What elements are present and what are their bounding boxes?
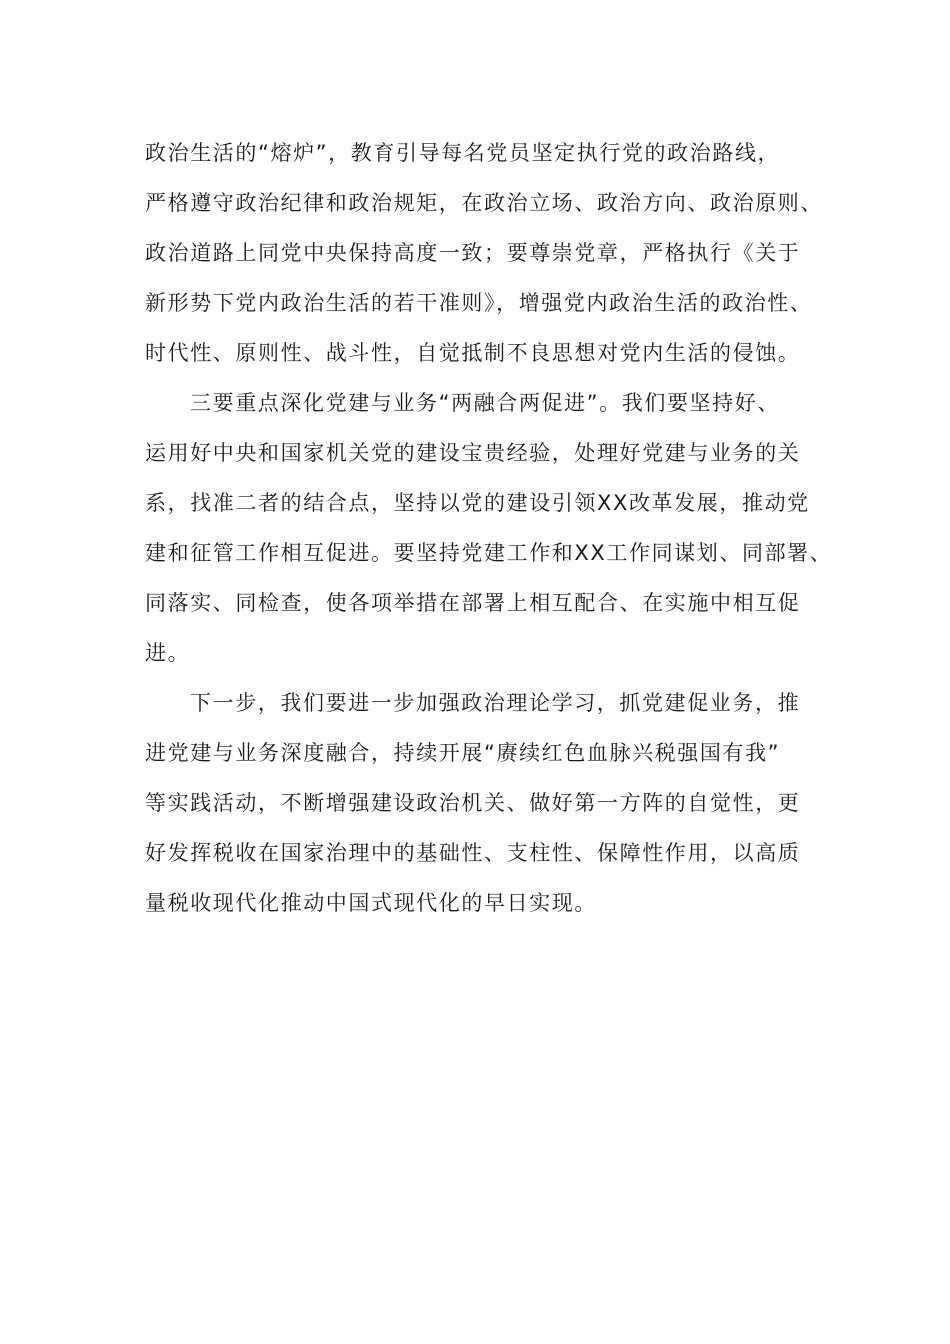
paragraph-3 <box>145 678 835 928</box>
text-line: 系，找准二者的结合点，坚持以党的建设引领XX改革发展，推动党 <box>145 491 810 515</box>
paragraph-1 <box>145 128 835 378</box>
text-line: 政治生活的“熔炉”，教育引导每名党员坚定执行党的政治路线， <box>145 141 781 165</box>
text-line: 进。 <box>145 641 191 665</box>
text-line: 严格遵守政治纪律和政治规矩，在政治立场、政治方向、政治原则、 <box>145 191 823 215</box>
text-line: 新形势下党内政治生活的若干准则》，增强党内政治生活的政治性、 <box>145 291 813 315</box>
paragraph-2 <box>145 378 835 678</box>
document-body <box>145 128 835 928</box>
text-line: 时代性、原则性、战斗性，自觉抵制不良思想对党内生活的侵蚀。 <box>145 341 801 365</box>
text-line: 好发挥税收在国家治理中的基础性、支柱性、保障性作用，以高质 <box>145 841 801 865</box>
text-line: 下一步，我们要进一步加强政治理论学习，抓党建促业务，推 <box>190 691 801 715</box>
text-line: 等实践活动，不断增强建设政治机关、做好第一方阵的自觉性，更 <box>145 791 801 815</box>
text-line: 三要重点深化党建与业务“两融合两促进”。我们要坚持好、 <box>190 391 780 415</box>
text-line: 建和征管工作相互促进。要坚持党建工作和XX工作同谋划、同部署、 <box>145 541 833 565</box>
text-line: 运用好中央和国家机关党的建设宝贵经验，处理好党建与业务的关 <box>145 441 801 465</box>
text-line: 同落实、同检查，使各项举措在部署上相互配合、在实施中相互促 <box>145 591 801 615</box>
text-line: 进党建与业务深度融合，持续开展“赓续红色血脉兴税强国有我” <box>145 741 781 765</box>
text-line: 量税收现代化推动中国式现代化的早日实现。 <box>145 891 597 915</box>
text-line: 政治道路上同党中央保持高度一致；要尊崇党章，严格执行《关于 <box>145 241 801 265</box>
